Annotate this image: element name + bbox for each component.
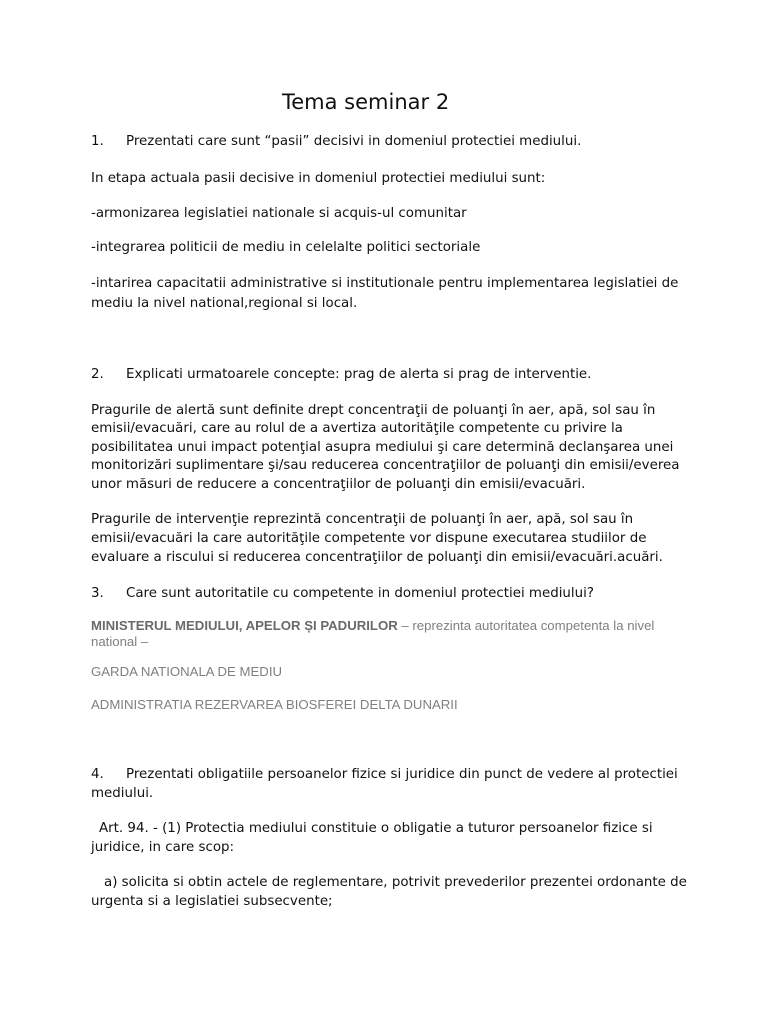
q2-p1-line-2: emisii/evacuări, care au rolul de a avertiza autorităţile competente cu privire la [91,421,623,436]
q1-item-2: -integrarea politicii de mediu in celelalte politici sectoriale [91,240,481,255]
q3-authority-1-line-2: national – [91,634,149,649]
q2-p2-line-2: emisii/evacuări la care autorităţile competente vor dispune executarea studiilor de [91,531,647,546]
q1-question: Prezentati care sunt “pasii” decisivi in domeniul protectiei mediului. [126,134,582,149]
q3-authority-1-desc: – reprezinta autoritatea competenta la nivel [397,618,655,633]
q4-number: 4. [91,767,104,782]
q3-authority-2: GARDA NATIONALA DE MEDIU [91,664,283,679]
q2-question: Explicati urmatoarele concepte: prag de alerta si prag de interventie. [126,367,592,382]
q2-p1-line-3: posibilitatea unui impact potenţial asupra mediului şi care determină declanşarea unei [91,440,674,455]
q3-authority-1-name: MINISTERUL MEDIULUI, APELOR ȘI PADURILOR [91,618,398,633]
q4-question-line-2: mediului. [91,786,154,801]
q2-number: 2. [91,367,104,382]
q3-number: 3. [91,586,104,601]
q1-item-3-line-2: mediu la nivel national,regional si local. [91,296,358,311]
q2-p1-line-5: unor măsuri de reducere a concentraţiilor de poluanţi din emisii/evacuări. [91,477,586,492]
q3-question: Care sunt autoritatile cu competente in domeniul protectiei mediului? [126,586,594,601]
q1-item-3-line-1: -intarirea capacitatii administrative si institutionale pentru implementarea legislatiei de [91,276,679,291]
q1-number: 1. [91,134,104,149]
q4-point-a-line-1: a) solicita si obtin actele de reglementare, potrivit prevederilor prezentei ordonante de [104,875,687,890]
q2-p1-line-1: Pragurile de alertă sunt definite drept concentraţii de poluanţi în aer, apă, sol sau în [91,403,656,418]
document-title: Tema seminar 2 [282,90,450,114]
q2-p1-line-4: monitorizări suplimentare şi/sau reducerea concentraţiilor de poluanţi din emisii/everea [91,458,680,473]
q4-point-a-line-2: urgenta si a legislatiei subsecvente; [91,894,333,909]
q1-intro: In etapa actuala pasii decisive in domeniul protectiei mediului sunt: [91,171,546,186]
q4-article-line-1: Art. 94. - (1) Protectia mediului constituie o obligatie a tuturor persoanelor fizice si [99,821,653,836]
q2-p2-line-3: evaluare a riscului si reducerea concentraţiilor de poluanţi din emisii/evacuări.acuări. [91,550,663,565]
q2-p2-line-1: Pragurile de intervenţie reprezintă concentraţii de poluanţi în aer, apă, sol sau în [91,512,634,527]
q1-item-1: -armonizarea legislatiei nationale si acquis-ul comunitar [91,206,467,221]
q3-authority-1 [91,618,654,634]
q3-authority-3: ADMINISTRATIA REZERVAREA BIOSFEREI DELTA DUNARII [91,697,458,712]
q4-question-line-1: Prezentati obligatiile persoanelor fizice si juridice din punct de vedere al protectiei [126,767,678,782]
q4-article-line-2: juridice, in care scop: [91,840,235,855]
